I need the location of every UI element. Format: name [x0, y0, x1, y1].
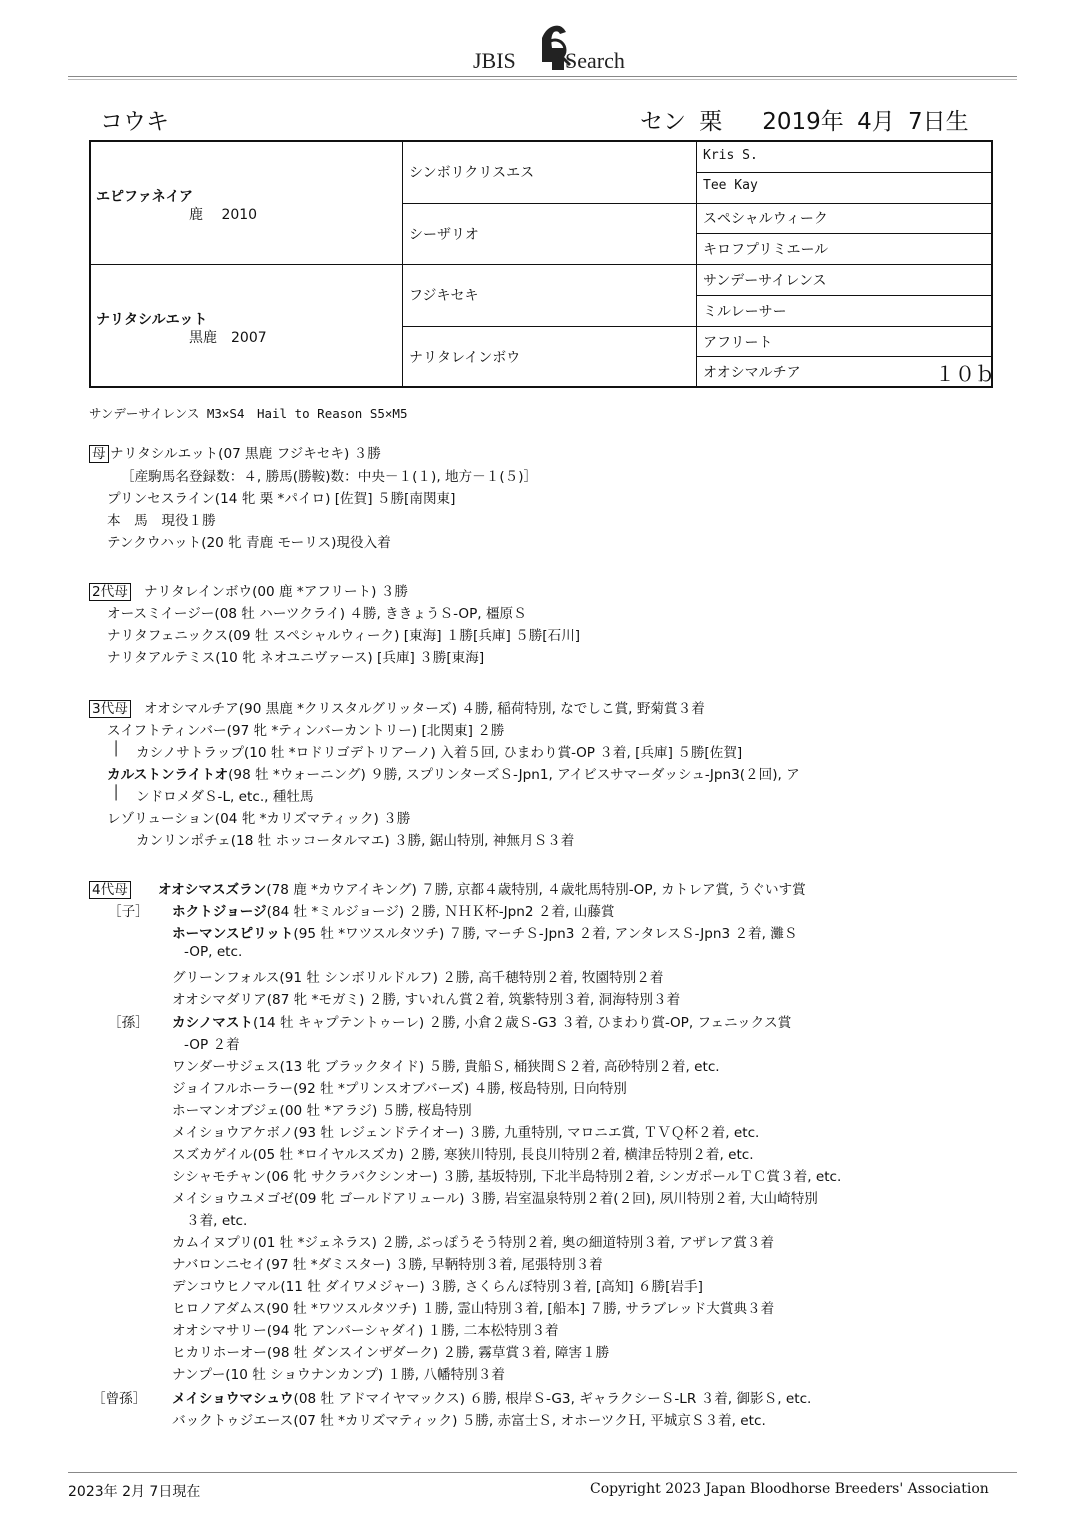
- record-text: 本 馬 現役１勝: [107, 513, 216, 529]
- descendant-marker: ［孫］: [108, 1015, 149, 1031]
- record-line: [107, 602, 527, 622]
- record-line: [172, 966, 663, 986]
- header-divider-2: [68, 79, 1017, 80]
- footer-copyright: Copyright 2023 Japan Bloodhorse Breeders' Association: [590, 1481, 989, 1497]
- section-tag-label: 母: [89, 445, 109, 463]
- g3-ancestor: Tee Kay: [703, 178, 758, 193]
- g2-sire-dam: シーザリオ: [409, 227, 479, 243]
- record-line: [107, 763, 800, 783]
- header-divider: [68, 76, 1017, 77]
- record-line: [172, 1319, 559, 1339]
- record-line: [172, 1011, 791, 1031]
- record-line: [144, 697, 705, 717]
- record-line: [172, 1143, 754, 1163]
- g2-dam-dam: ナリタレインボウ: [409, 350, 521, 366]
- g3-ancestor: サンデーサイレンス: [703, 273, 827, 289]
- record-text: -OP ２着: [184, 1037, 240, 1053]
- record-text: ナリタシルエット(07 黒鹿 フジキセキ) ３勝: [110, 446, 381, 462]
- record-text: プリンセスライン(14 牝 栗 *パイロ) [佐賀] ５勝[南関東]: [107, 491, 456, 507]
- section-tag-label: 2代母: [89, 583, 131, 601]
- record-line: [172, 1409, 766, 1429]
- record-line: [172, 1297, 774, 1317]
- descendant-marker: ［子］: [108, 904, 149, 920]
- record-text: ナンプー(10 牡 ショウナンカンプ) １勝, 八幡特別３着: [172, 1367, 505, 1383]
- section-tag: [89, 697, 131, 717]
- record-text: メイショウアケボノ(93 牡 レジェンドテイオー) ３勝, 九重特別, マロニエ賞, ＴＶＱ杯２着, etc.: [172, 1125, 760, 1141]
- record-text: ［産駒馬名登録数：４, 勝馬(勝鞍)数：中央－１(１), 地方－１(５)］: [121, 469, 538, 485]
- record-text: ナリタフェニックス(09 牡 スペシャルウィーク) [東海] １勝[兵庫] ５勝[石川]: [107, 628, 581, 644]
- footer-divider: [68, 1472, 1017, 1473]
- record-line: [172, 1341, 609, 1361]
- horse-info: セン 栗 2019年 4月 7日生: [640, 109, 969, 135]
- dam-detail: 黒鹿 2007: [189, 330, 267, 346]
- record-text: テンクウハット(20 牝 青鹿 モーリス)現役入着: [107, 535, 391, 551]
- record-text: カムイヌプリ(01 牡 *ジェネラス) ２勝, ぶっぽうそう特別２着, 奥の細道特別３着, アザレア賞３着: [172, 1235, 774, 1251]
- record-line: [172, 1231, 774, 1251]
- record-text: (78 鹿 *カウアイキング) ７勝, 京都４歳特別, ４歳牝馬特別-OP, カトレア賞, うぐいす賞: [266, 882, 806, 898]
- record-line: [172, 1187, 818, 1207]
- record-line: [107, 624, 580, 644]
- g3-ancestor: オオシマルチア: [703, 365, 801, 381]
- record-text: (84 牡 *ミルジョージ) ２勝, ＮＨＫ杯-Jpn2 ２着, 山藤賞: [266, 904, 615, 920]
- notable-horse-name: カルストンライトオ: [107, 767, 229, 783]
- notable-horse-name: カシノマスト: [172, 1015, 254, 1031]
- record-line: [172, 1121, 759, 1141]
- record-text: ヒロノアダムス(90 牡 *ワツスルタツチ) １勝, 霊山特別３着, [船本] ７勝, サラブレッド大賞典３着: [172, 1301, 775, 1317]
- record-text: カンリンポチェ(18 牡 ホッコータルマエ) ３勝, 鋸山特別, 神無月Ｓ３着: [136, 833, 575, 849]
- record-text: -OP, etc.: [184, 944, 243, 960]
- logo-text-jbis: JBIS: [473, 48, 516, 73]
- footer-date: 2023年 2月 7日現在: [68, 1484, 201, 1500]
- record-text: メイショウユメゴゼ(09 牝 ゴールドアリュール) ３勝, 岩室温泉特別２着(２回), 夙川特別２着, 大山崎特別: [172, 1191, 818, 1207]
- section-tag-label: 3代母: [89, 700, 131, 718]
- record-text: (98 牡 *ウォーニング) ９勝, スプリンターズＳ-Jpn1, アイビスサマーダッシュ-Jpn3(２回), ア: [228, 767, 800, 783]
- record-text: シシャモチャン(06 牝 サクラバクシンオー) ３勝, 基坂特別, 下北半島特別２着, シンガポールＴＣ賞３着, etc.: [172, 1169, 842, 1185]
- record-text: ナバロンニセイ(97 牡 *ダミスター) ３勝, 早鞆特別３着, 尾張特別３着: [172, 1257, 603, 1273]
- record-line: [172, 1275, 703, 1295]
- record-line: [136, 741, 742, 761]
- record-text: カシノサトラップ(10 牡 *ロドリゴデトリアーノ) 入着５回, ひまわり賞-OP ３着, [兵庫] ５勝[佐賀]: [136, 745, 743, 761]
- record-line: [107, 719, 504, 739]
- g3-ancestor: ミルレーサー: [703, 304, 787, 320]
- record-line: [172, 1055, 720, 1075]
- record-text: ワンダーサジェス(13 牝 ブラックタイド) ５勝, 貴船Ｓ, 桶狭間Ｓ２着, 高砂特別２着, etc.: [172, 1059, 720, 1075]
- notable-horse-name: ホクトジョージ: [172, 904, 267, 920]
- record-text: バックトゥジエース(07 牡 *カリズマティック) ５勝, 赤富士Ｓ, オホーツクＨ, 平城京Ｓ３着, etc.: [172, 1413, 766, 1429]
- record-line: [144, 580, 408, 600]
- record-text: デンコウヒノマル(11 牡 ダイワメジャー) ３勝, さくらんぼ特別３着, [高知] ６勝[岩手]: [172, 1279, 703, 1295]
- record-text: ンドロメダＳ-L, etc., 種牡馬: [136, 789, 314, 805]
- record-line: [107, 807, 410, 827]
- record-text: ヒカリホーオー(98 牡 ダンスインザダーク) ２勝, 霧草賞３着, 障害１勝: [172, 1345, 610, 1361]
- notable-horse-name: メイショウマシュウ: [172, 1391, 294, 1407]
- record-line: [110, 442, 381, 462]
- dam-name: ナリタシルエット: [96, 312, 208, 328]
- record-text: (08 牡 アドマイヤマックス) ６勝, 根岸Ｓ-G3, ギャラクシーＳ-LR ３着, 御影Ｓ, etc.: [293, 1391, 812, 1407]
- record-text: スズカゲイル(05 牡 *ロイヤルスズカ) ２勝, 寒狭川特別, 長良川特別２着, 横津岳特別２着, etc.: [172, 1147, 754, 1163]
- record-line: [172, 1165, 841, 1185]
- horse-name: コウキ: [100, 109, 169, 135]
- section-tag: [89, 442, 109, 462]
- record-line: [172, 1077, 627, 1097]
- record-text: (95 牡 *ワツスルタツチ) ７勝, マーチＳ-Jpn3 ２着, アンタレスＳ-Jpn3 ２着, 灘Ｓ: [293, 926, 798, 942]
- record-text: ナリタレインボウ(00 鹿 *アフリート) ３勝: [144, 584, 408, 600]
- record-line: [107, 487, 455, 507]
- descendant-marker: │: [112, 741, 121, 757]
- record-line: [107, 509, 216, 529]
- record-text: スイフトティンバー(97 牝 *ティンバーカントリー) [北関東] ２勝: [107, 723, 505, 739]
- g3-ancestor: アフリート: [703, 335, 773, 351]
- inbreeding-line: サンデーサイレンス M3×S4 Hail to Reason S5×M5: [89, 406, 408, 421]
- record-line: [107, 531, 391, 551]
- record-line: [186, 1209, 247, 1229]
- record-line: [172, 1253, 603, 1273]
- record-line: [136, 785, 314, 805]
- section-tag-label: 4代母: [89, 881, 131, 899]
- record-text: ナリタアルテミス(10 牝 ネオユニヴァース) [兵庫] ３勝[東海]: [107, 650, 485, 666]
- record-text: オースミイージー(08 牡 ハーツクライ) ４勝, ききょうＳ-OP, 橿原Ｓ: [107, 606, 527, 622]
- record-text: オオシマサリー(94 牝 アンバーシャダイ) １勝, 二本松特別３着: [172, 1323, 559, 1339]
- record-text: オオシマルチア(90 黒鹿 *クリスタルグリッターズ) ４勝, 稲荷特別, なでしこ賞, 野菊賞３着: [144, 701, 705, 717]
- descendant-marker: ［曾孫］: [92, 1391, 147, 1407]
- record-line: [158, 878, 806, 898]
- record-line: [121, 465, 537, 485]
- record-text: グリーンフォルス(91 牡 シンボリルドルフ) ２勝, 高千穂特別２着, 牧園特別２着: [172, 970, 664, 986]
- notable-horse-name: オオシマスズラン: [158, 882, 267, 898]
- record-line: [136, 829, 574, 849]
- record-line: [184, 944, 242, 960]
- record-line: [107, 646, 484, 666]
- record-line: [172, 900, 615, 920]
- sire-name: エピファネイア: [96, 189, 194, 205]
- logo-text-search: Search: [565, 48, 625, 73]
- record-text: レゾリューション(04 牝 *カリズマティック) ３勝: [107, 811, 411, 827]
- section-tag: [89, 580, 131, 600]
- descendant-marker: │: [112, 785, 121, 801]
- g2-dam-sire: フジキセキ: [409, 288, 479, 304]
- record-line: [172, 922, 797, 942]
- record-text: (14 牡 キャプテントゥーレ) ２勝, 小倉２歳Ｓ-G3 ３着, ひまわり賞-OP, フェニックス賞: [253, 1015, 792, 1031]
- record-line: [172, 1099, 472, 1119]
- record-line: [172, 988, 680, 1008]
- record-text: ジョイフルホーラー(92 牡 *プリンスオブバーズ) ４勝, 桜島特別, 日向特別: [172, 1081, 627, 1097]
- g3-ancestor: Kris S.: [703, 148, 758, 163]
- g3-ancestor: キロフプリミエール: [703, 242, 829, 258]
- sire-detail: 鹿 2010: [189, 207, 258, 223]
- record-text: オオシマダリア(87 牝 *モガミ) ２勝, すいれん賞２着, 筑紫特別３着, 洞海特別３着: [172, 992, 681, 1008]
- record-line: [172, 1363, 505, 1383]
- family-number: １０ｂ: [935, 362, 995, 386]
- record-text: ３着, etc.: [186, 1213, 248, 1229]
- record-line: [172, 1387, 811, 1407]
- pedigree-table: [89, 140, 993, 388]
- section-tag: [89, 878, 131, 898]
- g3-ancestor: スペシャルウィーク: [703, 211, 828, 227]
- record-line: [184, 1033, 240, 1053]
- record-text: ホーマンオブジェ(00 牡 *アラジ) ５勝, 桜島特別: [172, 1103, 472, 1119]
- notable-horse-name: ホーマンスピリット: [172, 926, 294, 942]
- g2-sire-sire: シンボリクリスエス: [409, 165, 535, 181]
